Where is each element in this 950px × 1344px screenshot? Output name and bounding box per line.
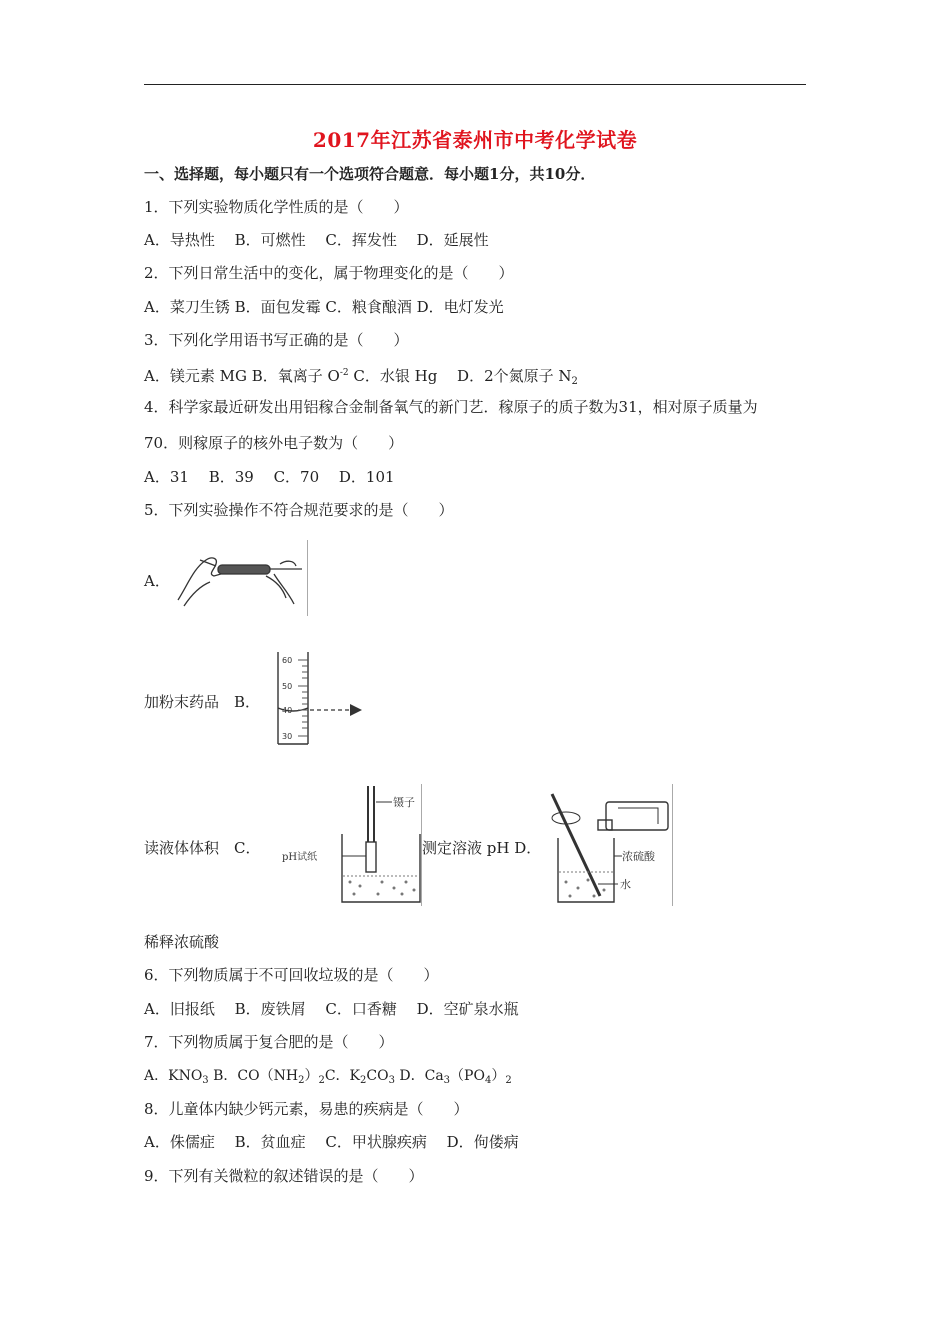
q3-part-b: C．水银 Hg D．2个氮原子 N bbox=[348, 367, 572, 385]
figure-d-divider bbox=[672, 784, 673, 906]
question-4-options: A．31 B．39 C．70 D．101 bbox=[144, 468, 395, 486]
question-7-stem: 7．下列物质属于复合肥的是（ ） bbox=[144, 1033, 394, 1051]
question-8-options: A．侏儒症 B．贫血症 C．甲状腺疾病 D．佝偻病 bbox=[144, 1133, 519, 1151]
question-8-stem: 8．儿童体内缺少钙元素，易患的疾病是（ ） bbox=[144, 1100, 469, 1118]
header-rule bbox=[144, 84, 806, 85]
question-4-stem-line1: 4．科学家最近研发出用铝稼合金制备氧气的新门艺．稼原子的质子数为31，相对原子质量为 bbox=[144, 398, 758, 416]
question-1-stem: 1．下列实验物质化学性质的是（ ） bbox=[144, 198, 409, 216]
question-3-options bbox=[144, 363, 578, 392]
q3-subscript: 2 bbox=[571, 376, 578, 387]
page-title: 2017年江苏省泰州市中考化学试卷 bbox=[312, 128, 638, 152]
question-4-stem-line2: 70．则稼原子的核外电子数为（ ） bbox=[144, 434, 404, 452]
tick-label: 50 bbox=[282, 682, 293, 691]
tick-label: 30 bbox=[282, 732, 293, 741]
q5-option-d-label: 测定溶液 pH D． bbox=[422, 839, 542, 857]
figure-graduated-cylinder bbox=[270, 648, 380, 748]
question-2-options: A．菜刀生锈 B．面包发霉 C．粮食酿酒 D．电灯发光 bbox=[144, 298, 504, 316]
question-9-stem: 9．下列有关微粒的叙述错误的是（ ） bbox=[144, 1167, 424, 1185]
tick-label: 40 bbox=[282, 706, 293, 715]
tick-label: 60 bbox=[282, 656, 293, 665]
question-6-stem: 6．下列物质属于不可回收垃圾的是（ ） bbox=[144, 966, 439, 984]
label-tweezers: 镊子 bbox=[393, 796, 415, 809]
question-3-stem: 3．下列化学用语书写正确的是（ ） bbox=[144, 331, 409, 349]
q5-option-c-label: 读液体体积 C． bbox=[144, 839, 261, 857]
question-6-options: A．旧报纸 B．废铁屑 C．口香糖 D．空矿泉水瓶 bbox=[144, 1000, 519, 1018]
q3-superscript: -2 bbox=[339, 368, 349, 378]
question-1-options: A．导热性 B．可燃性 C．挥发性 D．延展性 bbox=[144, 231, 489, 249]
figure-powder-test-tube bbox=[170, 540, 310, 616]
figure-ph-test bbox=[282, 784, 422, 906]
figure-a-divider bbox=[307, 540, 308, 616]
question-2-stem: 2．下列日常生活中的变化，属于物理变化的是（ ） bbox=[144, 264, 514, 282]
q5-option-a-label: A． bbox=[144, 572, 170, 590]
q3-part-a: A．镁元素 MG B．氧离子 O bbox=[144, 367, 340, 385]
label-ph-paper: pH试纸 bbox=[282, 852, 318, 863]
question-7-options: A．$KNO_3$ B．$CO(NH_2)_2C$．$K_2CO_3$ D．$Ca_3(PO_4)_2$ bbox=[144, 1068, 512, 1086]
q5-tail-text: 稀释浓硫酸 bbox=[144, 933, 220, 951]
q5-option-b-label: 加粉末药品 B． bbox=[144, 693, 261, 711]
label-water: 水 bbox=[620, 878, 631, 891]
section-heading: 一、选择题，每小题只有一个选项符合题意．每小题1分，共10分． bbox=[144, 165, 596, 183]
question-5-stem: 5．下列实验操作不符合规范要求的是（ ） bbox=[144, 501, 454, 519]
figure-dilute-acid bbox=[544, 784, 674, 906]
label-concentrated-acid: 浓硫酸 bbox=[622, 850, 655, 863]
